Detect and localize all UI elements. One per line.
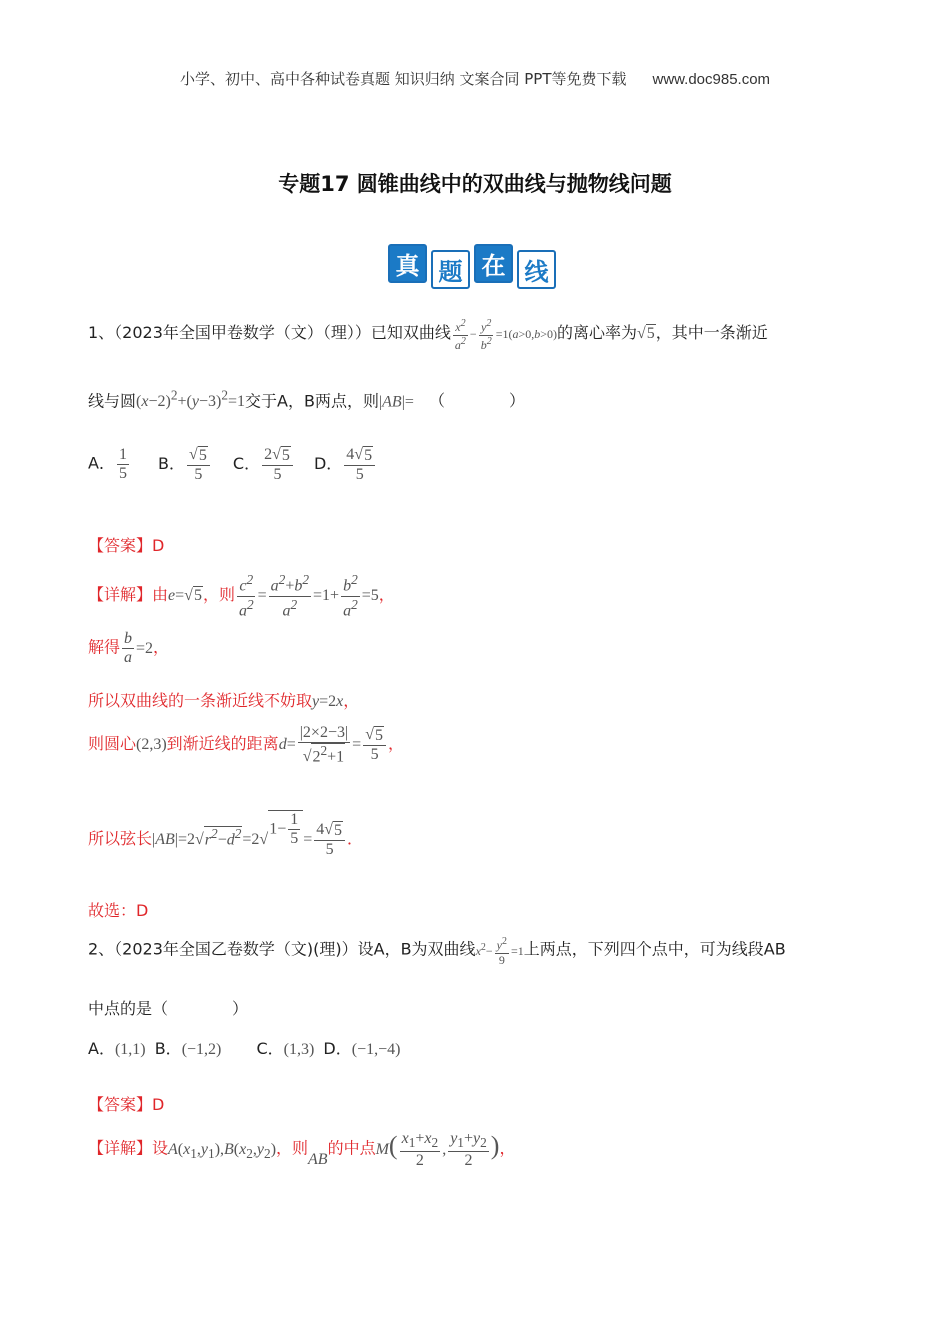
q1-options (88, 446, 377, 484)
q1-line2-prefix: 线与圆 (88, 391, 137, 411)
q2-midpoint-formula: M( $\frac{x_1+x_2}{2}$ , $\frac{y_1+y_2}{2}$ ) (375, 1130, 500, 1169)
q1-option-c-value: 2 √ 5 5 (260, 456, 295, 473)
q2-hyperbola-formula: $x^2-$ $\frac{y^2}{9}$ =1 (475, 936, 524, 967)
q1-step5: 所以弦长 (88, 828, 153, 848)
q2-detail-label: 【详解】设 (88, 1138, 169, 1158)
page-title: 专题17 圆锥曲线中的双曲线与抛物线问题 (278, 172, 672, 196)
q1-eccentricity: √ 5 (637, 325, 655, 343)
section-badge (388, 244, 556, 290)
q2-line2: 中点的是（ ） (88, 999, 249, 1018)
q1-option-a-value: $\frac{1}{5}$ (118, 446, 127, 483)
page-header (0, 68, 950, 89)
q1-detail-line3: 所以双曲线的一条渐近线不妨取y=2x， (88, 691, 360, 710)
q1-option-d-label[interactable]: D． (313, 453, 343, 473)
q1-detail-line5: 所以弦长|AB|=2 √ $r^2-d^2$ =2 √ 1− $\frac{1}{5}$ = 4 √ 5 5 ． (88, 811, 364, 858)
q1-suffix2: ，其中一条渐近 (655, 323, 768, 343)
q1-asymptote-formula: y=2x (312, 693, 344, 710)
q2-prefix: 2、（2023年全国乙卷数学（文)(理)）设A，B为双曲线 (88, 939, 476, 959)
q1-ab-abs: |AB|= (378, 393, 414, 411)
q1-suffix: 的离心率为 (557, 323, 638, 343)
q1-option-c-label[interactable]: C． (232, 453, 261, 473)
q1-step4b: 到渐近线的距离 (166, 733, 279, 753)
q2-suffix: 上两点，下列四个点中，可为线段AB (523, 939, 786, 959)
q2-option-d-label[interactable]: D． (323, 1039, 352, 1058)
q1-option-a-label[interactable]: A． (88, 453, 115, 473)
badge-char-1: 真 (388, 244, 427, 283)
q2-option-a-value: (1,1) (114, 1041, 146, 1058)
badge-char-2: 题 (431, 250, 470, 289)
q1-circle-formula: $(x-2)^2+(y-3)^2=1$ (136, 388, 246, 411)
q2-answer: 【答案】D (88, 1095, 165, 1114)
q1-prefix: 1、（2023年全国甲卷数学（文）（理））已知双曲线 (88, 323, 451, 343)
q2-option-c-value: (1,3) (283, 1041, 315, 1058)
q1-answer: 【答案】D (88, 536, 165, 555)
badge-char-3: 在 (474, 244, 513, 283)
q2-option-b-value: (−1,2) (181, 1041, 222, 1058)
q1-step4: 则圆心 (88, 733, 137, 753)
q1-chord-formula: |AB|=2 √ $r^2-d^2$ =2 √ 1− $\frac{1}{5}$ = 4 √ 5 5 (152, 831, 347, 848)
q1-step2-formula: $\frac{b}{a}$ =2 (124, 630, 154, 667)
q2-option-a-label[interactable]: A． (88, 1039, 115, 1058)
q1-option-b-label[interactable]: B． (158, 453, 186, 473)
q2-detail-then: ，则 (276, 1138, 309, 1158)
q2-detail-line1: 【详解】设$A(x_1,y_1),B(x_2,y_2)$，则AB的中点M( $\frac{x_1+x_2}{2}$ , $\frac{y_1+y_2}{2}$ )， (88, 1130, 516, 1169)
q1-option-d-value: 4 √ 5 5 (342, 456, 377, 473)
q1-line2 (88, 388, 525, 411)
q2-detail-mid: 的中点 (327, 1138, 376, 1158)
q1-distance-formula: d= |2×2−3| √ $2^2+1$ = √ 5 5 (279, 736, 388, 753)
q1-step2: 解得 (88, 637, 121, 657)
badge-char-4: 线 (517, 250, 556, 289)
q1-detail-line4: 则圆心(2,3)到渐近线的距离d= |2×2−3| √ $2^2+1$ = √ 5 5 ， (88, 724, 404, 766)
q1-detail-line2: 解得 $\frac{b}{a}$ =2， (88, 630, 170, 667)
q1-option-b-value: √ 5 5 (185, 456, 212, 473)
q2-line1 (88, 936, 786, 968)
q1-conclusion: 故选：D (88, 901, 149, 920)
q1-hyperbola-formula: $\frac{x^2}{a^2}$ − $\frac{y^2}{b^2}$ =1(a>0,b>0) (454, 318, 557, 352)
q1-blank: （ ） (429, 391, 526, 411)
q2-options (88, 1036, 400, 1059)
q2-option-b-label[interactable]: B． (154, 1039, 182, 1058)
q2-ab-label: AB (308, 1150, 328, 1168)
q1-detail-label: 【详解】由 (88, 584, 169, 604)
q2-option-c-label[interactable]: C． (256, 1039, 284, 1058)
header-text: 小学、初中、高中各种试卷真题 知识归纳 文案合同 PPT等免费下载 (179, 70, 627, 88)
q1-detail-then: ，则 (202, 584, 235, 604)
q1-step3: 所以双曲线的一条渐近线不妨取 (88, 691, 313, 710)
q2-option-d-value: (−1,−4) (351, 1041, 401, 1058)
q2-points-formula: $A(x_1,y_1),B(x_2,y_2)$ (168, 1140, 277, 1161)
q1-line2-mid: 交于A，B两点，则 (245, 391, 379, 411)
q1-line1 (88, 318, 768, 353)
q1-detail-ratio-formula: $\frac{c^2}{a^2}$ = $\frac{a^2+b^2}{a^2}$ =1+ $\frac{b^2}{a^2}$ =5 (238, 572, 379, 620)
header-url[interactable]: www.doc985.com (652, 71, 771, 88)
q1-detail-line1: 【详解】由e= √ 5 ，则 $\frac{c^2}{a^2}$ = $\frac{a^2+b^2}{a^2}$ =1+ $\frac{b^2}{a^2}$ =5， (88, 572, 395, 620)
q1-detail-e-formula: e= √ 5 (168, 586, 202, 605)
q1-center-formula: (2,3) (136, 735, 167, 753)
